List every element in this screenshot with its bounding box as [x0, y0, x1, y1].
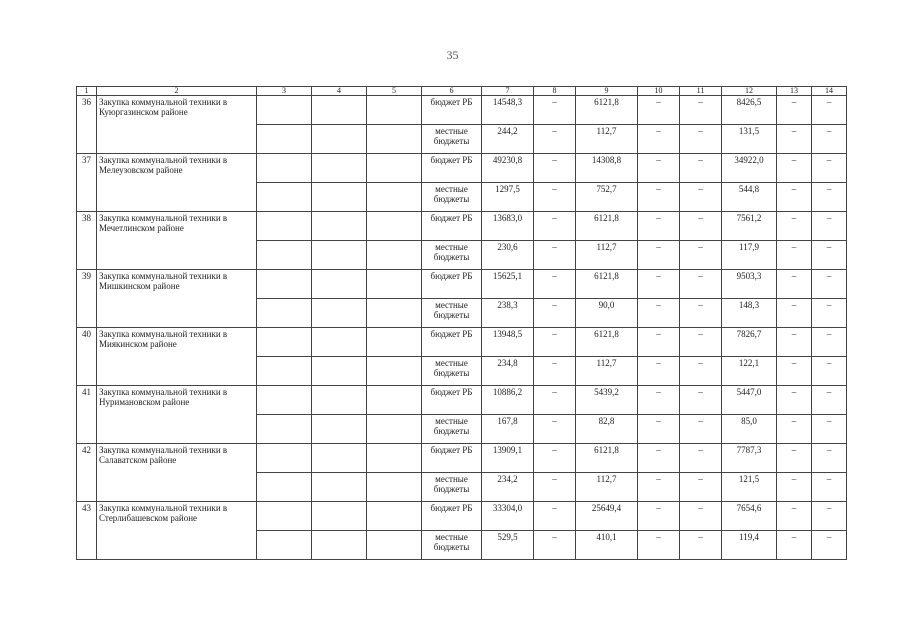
value-cell-c10: – — [638, 212, 680, 241]
value-cell-c7: 529,5 — [482, 531, 534, 560]
value-cell-c12: 85,0 — [722, 415, 777, 444]
value-cell-c8: – — [534, 125, 576, 154]
empty-cell — [312, 183, 367, 212]
value-cell-c12: 7561,2 — [722, 212, 777, 241]
funding-source: бюджет РБ — [422, 96, 482, 125]
empty-cell — [367, 299, 422, 328]
value-cell-c10: – — [638, 183, 680, 212]
value-cell-c8: – — [534, 270, 576, 299]
value-cell-c9: 112,7 — [576, 241, 638, 270]
value-cell-c11: – — [680, 328, 722, 357]
empty-cell — [257, 531, 312, 560]
value-cell-c9: 82,8 — [576, 415, 638, 444]
column-header: 11 — [680, 87, 722, 96]
value-cell-c10: – — [638, 125, 680, 154]
empty-cell — [367, 154, 422, 183]
value-cell-c10: – — [638, 502, 680, 531]
value-cell-c12: 122,1 — [722, 357, 777, 386]
value-cell-c13: – — [777, 154, 812, 183]
value-cell-c13: – — [777, 183, 812, 212]
row-number: 41 — [77, 386, 97, 444]
funding-source: бюджет РБ — [422, 154, 482, 183]
value-cell-c12: 131,5 — [722, 125, 777, 154]
value-cell-c7: 13948,5 — [482, 328, 534, 357]
value-cell-c11: – — [680, 415, 722, 444]
value-cell-c14: – — [812, 270, 847, 299]
value-cell-c10: – — [638, 270, 680, 299]
value-cell-c9: 6121,8 — [576, 328, 638, 357]
table-row — [77, 154, 847, 183]
value-cell-c10: – — [638, 241, 680, 270]
value-cell-c7: 234,8 — [482, 357, 534, 386]
value-cell-c11: – — [680, 531, 722, 560]
empty-cell — [257, 154, 312, 183]
column-header: 1 — [77, 87, 97, 96]
value-cell-c10: – — [638, 328, 680, 357]
empty-cell — [312, 241, 367, 270]
value-cell-c13: – — [777, 241, 812, 270]
value-cell-c13: – — [777, 444, 812, 473]
value-cell-c14: – — [812, 357, 847, 386]
page-number: 35 — [446, 48, 459, 62]
table-row — [77, 328, 847, 357]
row-name: Закупка коммунальной техники в Салаватском районе — [97, 444, 257, 502]
value-cell-c8: – — [534, 357, 576, 386]
value-cell-c7: 10886,2 — [482, 386, 534, 415]
value-cell-c9: 112,7 — [576, 357, 638, 386]
value-cell-c14: – — [812, 444, 847, 473]
value-cell-c14: – — [812, 328, 847, 357]
empty-cell — [312, 531, 367, 560]
empty-cell — [367, 270, 422, 299]
empty-cell — [367, 357, 422, 386]
funding-source: местные бюджеты — [422, 531, 482, 560]
value-cell-c10: – — [638, 96, 680, 125]
value-cell-c10: – — [638, 415, 680, 444]
empty-cell — [367, 502, 422, 531]
empty-cell — [312, 299, 367, 328]
value-cell-c10: – — [638, 531, 680, 560]
value-cell-c7: 167,8 — [482, 415, 534, 444]
table-row — [77, 386, 847, 415]
value-cell-c13: – — [777, 531, 812, 560]
funding-source: местные бюджеты — [422, 183, 482, 212]
value-cell-c8: – — [534, 154, 576, 183]
empty-cell — [312, 270, 367, 299]
empty-cell — [312, 125, 367, 154]
value-cell-c12: 117,9 — [722, 241, 777, 270]
value-cell-c7: 1297,5 — [482, 183, 534, 212]
value-cell-c8: – — [534, 328, 576, 357]
row-number: 40 — [77, 328, 97, 386]
value-cell-c12: 5447,0 — [722, 386, 777, 415]
row-name: Закупка коммунальной техники в Нуримановском районе — [97, 386, 257, 444]
value-cell-c12: 119,4 — [722, 531, 777, 560]
empty-cell — [312, 386, 367, 415]
value-cell-c13: – — [777, 212, 812, 241]
table-row — [77, 502, 847, 531]
value-cell-c13: – — [777, 299, 812, 328]
table-body — [77, 96, 847, 560]
value-cell-c7: 49230,8 — [482, 154, 534, 183]
empty-cell — [367, 241, 422, 270]
value-cell-c9: 90,0 — [576, 299, 638, 328]
empty-cell — [257, 241, 312, 270]
empty-cell — [257, 212, 312, 241]
value-cell-c12: 7826,7 — [722, 328, 777, 357]
empty-cell — [312, 473, 367, 502]
empty-cell — [367, 531, 422, 560]
row-number: 36 — [77, 96, 97, 154]
header-row — [77, 87, 847, 96]
value-cell-c11: – — [680, 241, 722, 270]
empty-cell — [257, 473, 312, 502]
empty-cell — [312, 96, 367, 125]
value-cell-c12: 8426,5 — [722, 96, 777, 125]
value-cell-c14: – — [812, 241, 847, 270]
empty-cell — [367, 328, 422, 357]
empty-cell — [257, 183, 312, 212]
table-row — [77, 444, 847, 473]
value-cell-c11: – — [680, 444, 722, 473]
value-cell-c9: 6121,8 — [576, 444, 638, 473]
value-cell-c13: – — [777, 357, 812, 386]
funding-source: бюджет РБ — [422, 328, 482, 357]
empty-cell — [257, 415, 312, 444]
value-cell-c7: 14548,3 — [482, 96, 534, 125]
empty-cell — [367, 183, 422, 212]
row-number: 38 — [77, 212, 97, 270]
value-cell-c14: – — [812, 531, 847, 560]
empty-cell — [257, 357, 312, 386]
value-cell-c7: 244,2 — [482, 125, 534, 154]
value-cell-c8: – — [534, 502, 576, 531]
value-cell-c7: 15625,1 — [482, 270, 534, 299]
value-cell-c7: 13909,1 — [482, 444, 534, 473]
funding-source: бюджет РБ — [422, 502, 482, 531]
column-header: 10 — [638, 87, 680, 96]
column-header: 6 — [422, 87, 482, 96]
value-cell-c13: – — [777, 96, 812, 125]
value-cell-c10: – — [638, 357, 680, 386]
value-cell-c10: – — [638, 386, 680, 415]
value-cell-c14: – — [812, 386, 847, 415]
funding-source: местные бюджеты — [422, 415, 482, 444]
value-cell-c9: 410,1 — [576, 531, 638, 560]
funding-source: местные бюджеты — [422, 299, 482, 328]
value-cell-c11: – — [680, 386, 722, 415]
value-cell-c12: 121,5 — [722, 473, 777, 502]
row-name: Закупка коммунальной техники в Мечетлинском районе — [97, 212, 257, 270]
row-number: 37 — [77, 154, 97, 212]
value-cell-c11: – — [680, 125, 722, 154]
row-name: Закупка коммунальной техники в Мишкинском районе — [97, 270, 257, 328]
value-cell-c10: – — [638, 473, 680, 502]
value-cell-c8: – — [534, 96, 576, 125]
empty-cell — [257, 299, 312, 328]
column-header: 8 — [534, 87, 576, 96]
empty-cell — [257, 270, 312, 299]
value-cell-c14: – — [812, 299, 847, 328]
value-cell-c9: 6121,8 — [576, 212, 638, 241]
value-cell-c14: – — [812, 154, 847, 183]
row-name: Закупка коммунальной техники в Стерлибашевском районе — [97, 502, 257, 560]
value-cell-c10: – — [638, 444, 680, 473]
row-number: 43 — [77, 502, 97, 560]
empty-cell — [257, 386, 312, 415]
value-cell-c13: – — [777, 270, 812, 299]
funding-source: местные бюджеты — [422, 473, 482, 502]
value-cell-c7: 238,3 — [482, 299, 534, 328]
value-cell-c7: 230,6 — [482, 241, 534, 270]
value-cell-c9: 5439,2 — [576, 386, 638, 415]
value-cell-c11: – — [680, 502, 722, 531]
column-header: 13 — [777, 87, 812, 96]
value-cell-c13: – — [777, 125, 812, 154]
value-cell-c12: 34922,0 — [722, 154, 777, 183]
budget-table — [76, 86, 847, 560]
value-cell-c14: – — [812, 183, 847, 212]
value-cell-c13: – — [777, 328, 812, 357]
table-row — [77, 270, 847, 299]
value-cell-c11: – — [680, 154, 722, 183]
value-cell-c12: 544,8 — [722, 183, 777, 212]
row-number: 39 — [77, 270, 97, 328]
value-cell-c8: – — [534, 212, 576, 241]
funding-source: бюджет РБ — [422, 386, 482, 415]
value-cell-c7: 234,2 — [482, 473, 534, 502]
column-header: 3 — [257, 87, 312, 96]
row-number: 42 — [77, 444, 97, 502]
table-row — [77, 96, 847, 125]
empty-cell — [257, 96, 312, 125]
empty-cell — [367, 473, 422, 502]
funding-source: местные бюджеты — [422, 357, 482, 386]
column-header: 4 — [312, 87, 367, 96]
value-cell-c8: – — [534, 444, 576, 473]
empty-cell — [367, 212, 422, 241]
value-cell-c9: 14308,8 — [576, 154, 638, 183]
column-header: 7 — [482, 87, 534, 96]
value-cell-c12: 9503,3 — [722, 270, 777, 299]
value-cell-c12: 7654,6 — [722, 502, 777, 531]
value-cell-c10: – — [638, 299, 680, 328]
value-cell-c14: – — [812, 96, 847, 125]
value-cell-c13: – — [777, 386, 812, 415]
value-cell-c7: 13683,0 — [482, 212, 534, 241]
value-cell-c14: – — [812, 415, 847, 444]
value-cell-c8: – — [534, 241, 576, 270]
value-cell-c8: – — [534, 299, 576, 328]
funding-source: бюджет РБ — [422, 212, 482, 241]
value-cell-c8: – — [534, 183, 576, 212]
column-header: 2 — [97, 87, 257, 96]
column-header: 5 — [367, 87, 422, 96]
empty-cell — [367, 96, 422, 125]
funding-source: местные бюджеты — [422, 241, 482, 270]
empty-cell — [312, 328, 367, 357]
empty-cell — [257, 444, 312, 473]
column-header: 9 — [576, 87, 638, 96]
empty-cell — [312, 502, 367, 531]
value-cell-c13: – — [777, 415, 812, 444]
value-cell-c11: – — [680, 270, 722, 299]
empty-cell — [367, 415, 422, 444]
empty-cell — [312, 415, 367, 444]
empty-cell — [312, 212, 367, 241]
value-cell-c11: – — [680, 357, 722, 386]
funding-source: бюджет РБ — [422, 270, 482, 299]
empty-cell — [312, 154, 367, 183]
empty-cell — [367, 444, 422, 473]
row-name: Закупка коммунальной техники в Куюргазинском районе — [97, 96, 257, 154]
value-cell-c11: – — [680, 212, 722, 241]
value-cell-c9: 752,7 — [576, 183, 638, 212]
value-cell-c8: – — [534, 386, 576, 415]
value-cell-c13: – — [777, 502, 812, 531]
value-cell-c11: – — [680, 183, 722, 212]
value-cell-c7: 33304,0 — [482, 502, 534, 531]
table-row — [77, 212, 847, 241]
funding-source: местные бюджеты — [422, 125, 482, 154]
empty-cell — [257, 502, 312, 531]
value-cell-c8: – — [534, 415, 576, 444]
value-cell-c9: 112,7 — [576, 473, 638, 502]
value-cell-c13: – — [777, 473, 812, 502]
empty-cell — [367, 386, 422, 415]
value-cell-c14: – — [812, 125, 847, 154]
empty-cell — [367, 125, 422, 154]
value-cell-c12: 7787,3 — [722, 444, 777, 473]
value-cell-c14: – — [812, 473, 847, 502]
value-cell-c8: – — [534, 531, 576, 560]
row-name: Закупка коммунальной техники в Миякинском районе — [97, 328, 257, 386]
column-header: 14 — [812, 87, 847, 96]
value-cell-c14: – — [812, 502, 847, 531]
value-cell-c9: 112,7 — [576, 125, 638, 154]
value-cell-c9: 6121,8 — [576, 96, 638, 125]
empty-cell — [257, 328, 312, 357]
empty-cell — [257, 125, 312, 154]
value-cell-c12: 148,3 — [722, 299, 777, 328]
empty-cell — [312, 357, 367, 386]
value-cell-c11: – — [680, 96, 722, 125]
funding-source: бюджет РБ — [422, 444, 482, 473]
column-header: 12 — [722, 87, 777, 96]
value-cell-c8: – — [534, 473, 576, 502]
empty-cell — [312, 444, 367, 473]
value-cell-c10: – — [638, 154, 680, 183]
value-cell-c9: 25649,4 — [576, 502, 638, 531]
value-cell-c14: – — [812, 212, 847, 241]
value-cell-c11: – — [680, 473, 722, 502]
value-cell-c9: 6121,8 — [576, 270, 638, 299]
row-name: Закупка коммунальной техники в Мелеузовском районе — [97, 154, 257, 212]
value-cell-c11: – — [680, 299, 722, 328]
